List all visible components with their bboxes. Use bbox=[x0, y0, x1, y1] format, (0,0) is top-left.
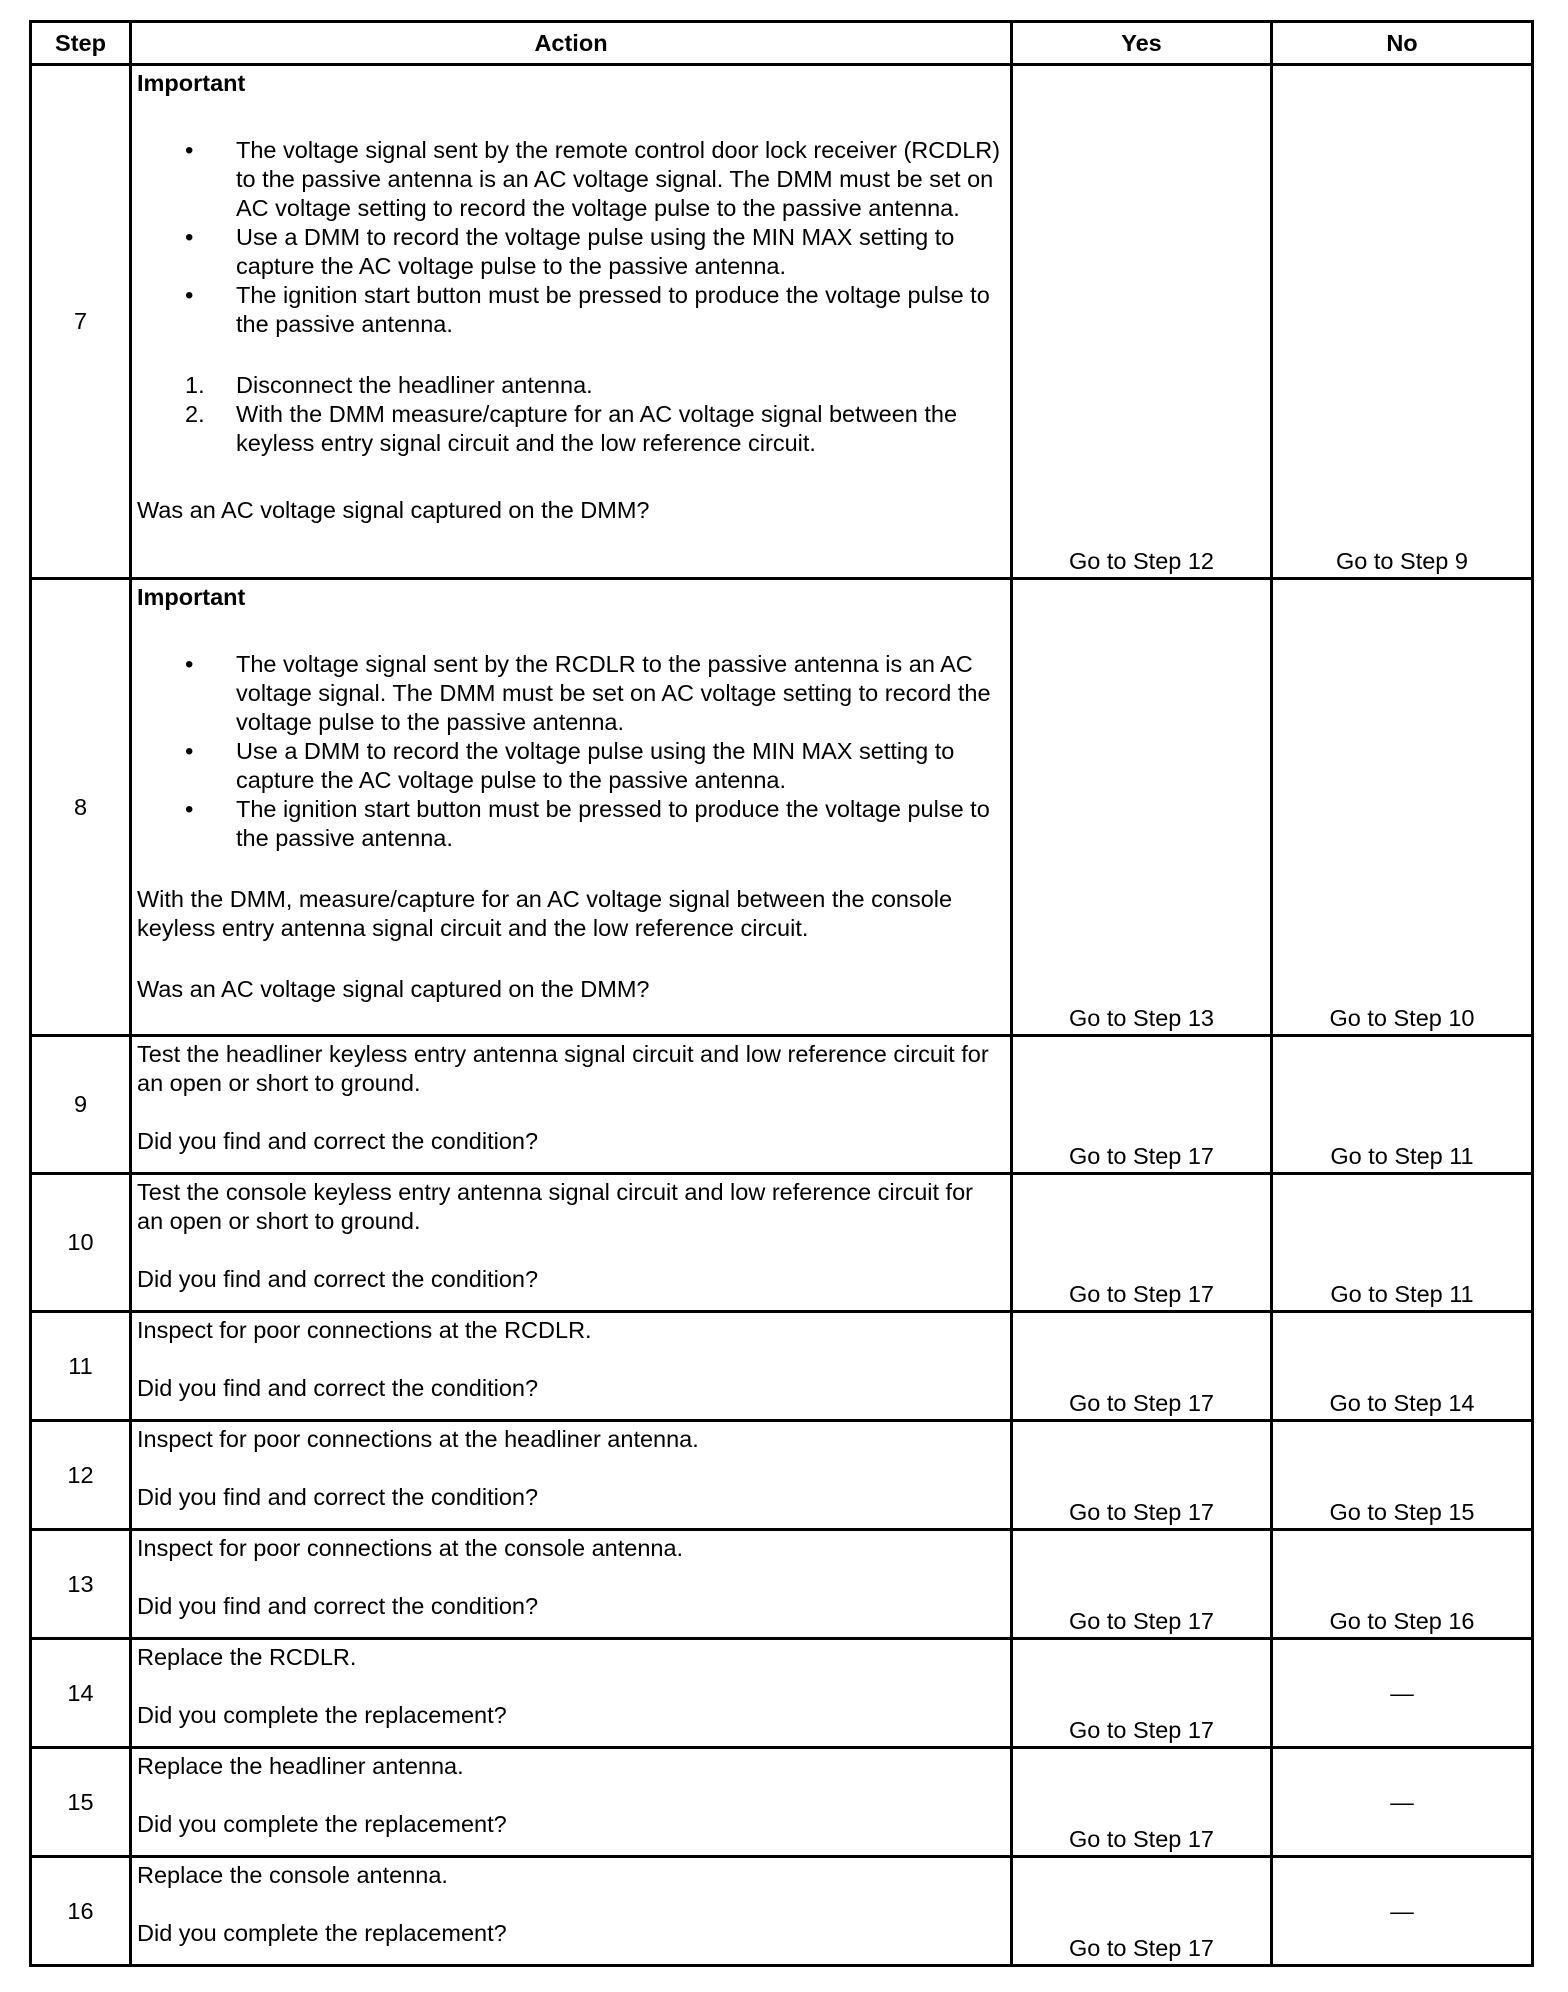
diagnostic-table bbox=[29, 20, 1534, 1967]
action-cell bbox=[131, 1036, 1012, 1174]
step-number: 11 bbox=[31, 1312, 131, 1421]
yes-cell bbox=[1012, 1639, 1272, 1748]
no-cell bbox=[1272, 65, 1533, 579]
action-cell bbox=[131, 1312, 1012, 1421]
step-number: 8 bbox=[31, 579, 131, 1036]
yes-goto-link[interactable]: Go to Step 17 bbox=[1068, 1717, 1215, 1743]
step-number: 13 bbox=[31, 1530, 131, 1639]
question-text: Did you complete the replacement? bbox=[137, 1702, 507, 1728]
yes-goto-link[interactable]: Go to Step 13 bbox=[1068, 1005, 1215, 1031]
no-goto-link[interactable]: Go to Step 10 bbox=[1329, 1005, 1475, 1031]
no-cell bbox=[1272, 1421, 1533, 1530]
important-bullets bbox=[137, 136, 1004, 339]
yes-cell bbox=[1012, 1748, 1272, 1857]
yes-goto-link[interactable]: Go to Step 17 bbox=[1068, 1608, 1215, 1634]
procedure-step-number: 1. bbox=[185, 372, 205, 398]
step-number: 9 bbox=[31, 1036, 131, 1174]
no-goto-link[interactable]: Go to Step 11 bbox=[1330, 1281, 1474, 1307]
question-text: Did you find and correct the condition? bbox=[137, 1266, 539, 1292]
no-cell-dash: — bbox=[1272, 1857, 1533, 1966]
table-row-step-9 bbox=[31, 1036, 1533, 1174]
question-text: Was an AC voltage signal captured on the DMM? bbox=[137, 976, 650, 1002]
table-row-step-11 bbox=[31, 1312, 1533, 1421]
action-cell bbox=[131, 579, 1012, 1036]
header-row bbox=[31, 22, 1533, 65]
action-cell bbox=[131, 65, 1012, 579]
yes-goto-link[interactable]: Go to Step 17 bbox=[1068, 1499, 1215, 1525]
yes-goto-link[interactable]: Go to Step 17 bbox=[1068, 1390, 1215, 1416]
question-text: Did you find and correct the condition? bbox=[137, 1375, 539, 1401]
bullet-item: • The ignition start button must be pressed to produce the voltage pulse to the passive antenna. bbox=[137, 795, 1004, 853]
step-number: 12 bbox=[31, 1421, 131, 1530]
step-number: 7 bbox=[31, 65, 131, 579]
action-cell bbox=[131, 1174, 1012, 1312]
action-cell bbox=[131, 1857, 1012, 1966]
step-number: 14 bbox=[31, 1639, 131, 1748]
table-row-step-10 bbox=[31, 1174, 1533, 1312]
important-heading: Important bbox=[137, 584, 246, 610]
action-text: Test the headliner keyless entry antenna signal circuit and low reference circuit for an open or short to ground. bbox=[137, 1041, 989, 1096]
action-text: Inspect for poor connections at the RCDLR. bbox=[137, 1317, 592, 1343]
no-cell bbox=[1272, 1174, 1533, 1312]
header-action: Action bbox=[131, 22, 1012, 65]
action-text: Inspect for poor connections at the console antenna. bbox=[137, 1535, 684, 1561]
yes-cell bbox=[1012, 1857, 1272, 1966]
question-text: Did you complete the replacement? bbox=[137, 1811, 507, 1837]
no-cell bbox=[1272, 1530, 1533, 1639]
yes-goto-link[interactable]: Go to Step 12 bbox=[1068, 548, 1215, 574]
no-goto-link[interactable]: Go to Step 16 bbox=[1329, 1608, 1475, 1634]
action-text: Replace the headliner antenna. bbox=[137, 1753, 464, 1779]
bullet-item: • Use a DMM to record the voltage pulse using the MIN MAX setting to capture the AC voltage pulse to the passive antenna. bbox=[137, 737, 1004, 795]
yes-cell bbox=[1012, 1312, 1272, 1421]
table-row-step-8 bbox=[31, 579, 1533, 1036]
yes-cell bbox=[1012, 1421, 1272, 1530]
procedure-step bbox=[137, 371, 1004, 400]
bullet-item: • The voltage signal sent by the remote control door lock receiver (RCDLR) to the passive antenna is an AC voltage signal. The DMM must be set on AC voltage setting to record the voltage pulse to the passive antenna. bbox=[137, 136, 1004, 223]
important-heading: Important bbox=[137, 70, 246, 96]
procedure-step-text: With the DMM measure/capture for an AC voltage signal between the keyless entry signal circuit and the low reference circuit. bbox=[236, 401, 958, 456]
no-cell bbox=[1272, 1312, 1533, 1421]
procedure-paragraph: With the DMM, measure/capture for an AC voltage signal between the console keyless entry antenna signal circuit and the low reference circuit. bbox=[137, 886, 953, 941]
header-yes: Yes bbox=[1012, 22, 1272, 65]
step-number: 15 bbox=[31, 1748, 131, 1857]
table-row-step-7 bbox=[31, 65, 1533, 579]
yes-cell bbox=[1012, 1036, 1272, 1174]
header-no: No bbox=[1272, 22, 1533, 65]
question-text: Did you find and correct the condition? bbox=[137, 1128, 539, 1154]
yes-cell bbox=[1012, 1530, 1272, 1639]
no-cell-dash: — bbox=[1272, 1639, 1533, 1748]
yes-goto-link[interactable]: Go to Step 17 bbox=[1068, 1826, 1215, 1852]
no-cell bbox=[1272, 579, 1533, 1036]
bullet-item: • The ignition start button must be pressed to produce the voltage pulse to the passive antenna. bbox=[137, 281, 1004, 339]
action-cell bbox=[131, 1748, 1012, 1857]
table-row-step-14 bbox=[31, 1639, 1533, 1748]
no-goto-link[interactable]: Go to Step 11 bbox=[1330, 1143, 1474, 1169]
action-text: Replace the RCDLR. bbox=[137, 1644, 357, 1670]
action-cell bbox=[131, 1530, 1012, 1639]
question-text: Was an AC voltage signal captured on the DMM? bbox=[137, 497, 650, 523]
procedure-steps bbox=[137, 371, 1004, 458]
table-row-step-16 bbox=[31, 1857, 1533, 1966]
yes-cell bbox=[1012, 579, 1272, 1036]
question-text: Did you find and correct the condition? bbox=[137, 1593, 539, 1619]
yes-cell bbox=[1012, 1174, 1272, 1312]
header-step: Step bbox=[31, 22, 131, 65]
bullet-item: • Use a DMM to record the voltage pulse using the MIN MAX setting to capture the AC voltage pulse to the passive antenna. bbox=[137, 223, 1004, 281]
action-text: Replace the console antenna. bbox=[137, 1862, 448, 1888]
step-number: 10 bbox=[31, 1174, 131, 1312]
action-cell bbox=[131, 1639, 1012, 1748]
question-text: Did you find and correct the condition? bbox=[137, 1484, 539, 1510]
yes-goto-link[interactable]: Go to Step 17 bbox=[1068, 1935, 1215, 1961]
question-text: Did you complete the replacement? bbox=[137, 1920, 507, 1946]
table-row-step-12 bbox=[31, 1421, 1533, 1530]
procedure-step bbox=[137, 400, 1004, 458]
step-number: 16 bbox=[31, 1857, 131, 1966]
no-cell-dash: — bbox=[1272, 1748, 1533, 1857]
no-goto-link[interactable]: Go to Step 14 bbox=[1329, 1390, 1475, 1416]
yes-goto-link[interactable]: Go to Step 17 bbox=[1068, 1281, 1215, 1307]
no-cell bbox=[1272, 1036, 1533, 1174]
action-cell bbox=[131, 1421, 1012, 1530]
action-text: Inspect for poor connections at the headliner antenna. bbox=[137, 1426, 699, 1452]
yes-cell bbox=[1012, 65, 1272, 579]
bullet-item: • The voltage signal sent by the RCDLR to the passive antenna is an AC voltage signal. The DMM must be set on AC voltage setting to record the voltage pulse to the passive antenna. bbox=[137, 650, 1004, 737]
table-row-step-13 bbox=[31, 1530, 1533, 1639]
important-bullets bbox=[137, 650, 1004, 853]
procedure-step-text: Disconnect the headliner antenna. bbox=[236, 372, 593, 398]
procedure-step-number: 2. bbox=[185, 401, 205, 427]
yes-goto-link[interactable]: Go to Step 17 bbox=[1068, 1143, 1215, 1169]
table-row-step-15 bbox=[31, 1748, 1533, 1857]
action-text: Test the console keyless entry antenna signal circuit and low reference circuit for an open or short to ground. bbox=[137, 1179, 973, 1234]
no-goto-link[interactable]: Go to Step 15 bbox=[1329, 1499, 1475, 1525]
no-goto-link[interactable]: Go to Step 9 bbox=[1336, 548, 1468, 574]
